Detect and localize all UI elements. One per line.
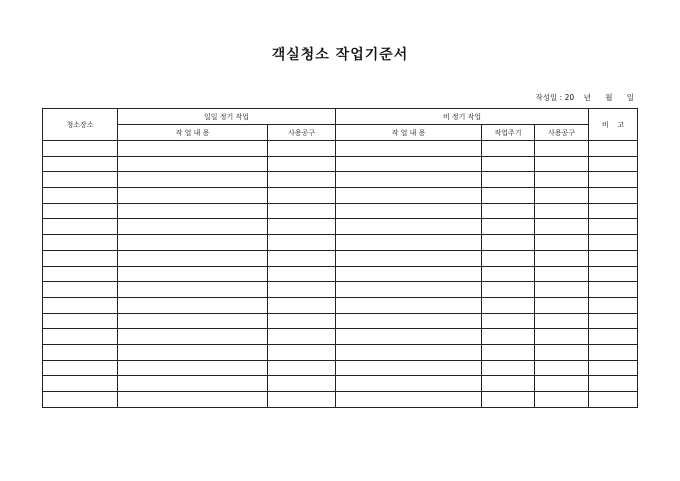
table-cell[interactable] bbox=[118, 297, 268, 313]
table-cell[interactable] bbox=[268, 376, 336, 392]
table-cell[interactable] bbox=[482, 219, 535, 235]
table-cell[interactable] bbox=[482, 203, 535, 219]
table-row bbox=[43, 313, 638, 329]
table-cell[interactable] bbox=[268, 297, 336, 313]
table-cell[interactable] bbox=[482, 344, 535, 360]
table-cell[interactable] bbox=[589, 376, 638, 392]
table-cell[interactable] bbox=[336, 250, 482, 266]
table-cell[interactable] bbox=[43, 360, 118, 376]
table-cell[interactable] bbox=[336, 156, 482, 172]
table-cell[interactable] bbox=[268, 282, 336, 298]
table-cell[interactable] bbox=[118, 219, 268, 235]
table-row bbox=[43, 376, 638, 392]
table-cell[interactable] bbox=[43, 219, 118, 235]
table-row bbox=[43, 392, 638, 408]
table-cell[interactable] bbox=[118, 250, 268, 266]
table-cell[interactable] bbox=[118, 313, 268, 329]
table-cell[interactable] bbox=[336, 172, 482, 188]
table-cell[interactable] bbox=[535, 297, 589, 313]
header-daily-tools: 사용공구 bbox=[268, 125, 336, 141]
table-row bbox=[43, 329, 638, 345]
table-cell[interactable] bbox=[535, 329, 589, 345]
table-cell[interactable] bbox=[268, 235, 336, 251]
table-cell[interactable] bbox=[268, 392, 336, 408]
table-row bbox=[43, 156, 638, 172]
table-cell[interactable] bbox=[589, 172, 638, 188]
table-cell[interactable] bbox=[535, 344, 589, 360]
table-cell[interactable] bbox=[43, 235, 118, 251]
table-row bbox=[43, 235, 638, 251]
table-cell[interactable] bbox=[589, 203, 638, 219]
table-row bbox=[43, 266, 638, 282]
table-row bbox=[43, 188, 638, 204]
table-cell[interactable] bbox=[535, 250, 589, 266]
table-cell[interactable] bbox=[268, 250, 336, 266]
table-cell[interactable] bbox=[268, 313, 336, 329]
table-cell[interactable] bbox=[336, 376, 482, 392]
table-cell[interactable] bbox=[535, 188, 589, 204]
table-cell[interactable] bbox=[482, 172, 535, 188]
table-cell[interactable] bbox=[268, 329, 336, 345]
table-cell[interactable] bbox=[268, 203, 336, 219]
table-cell[interactable] bbox=[482, 141, 535, 157]
header-daily-group: 일일 정기 작업 bbox=[118, 109, 336, 125]
table-cell[interactable] bbox=[589, 235, 638, 251]
table-cell[interactable] bbox=[535, 313, 589, 329]
table-cell[interactable] bbox=[589, 250, 638, 266]
table-cell[interactable] bbox=[589, 329, 638, 345]
table-cell[interactable] bbox=[268, 156, 336, 172]
table-row bbox=[43, 250, 638, 266]
table-cell[interactable] bbox=[589, 313, 638, 329]
table-cell[interactable] bbox=[482, 156, 535, 172]
table-cell[interactable] bbox=[535, 360, 589, 376]
work-standard-table bbox=[42, 108, 638, 408]
header-irregular-tools: 사용공구 bbox=[535, 125, 589, 141]
header-cycle: 작업주기 bbox=[482, 125, 535, 141]
table-cell[interactable] bbox=[482, 392, 535, 408]
table-cell[interactable] bbox=[43, 188, 118, 204]
table-cell[interactable] bbox=[268, 344, 336, 360]
header-place: 청소장소 bbox=[43, 109, 118, 141]
table-cell[interactable] bbox=[482, 250, 535, 266]
table-cell[interactable] bbox=[535, 156, 589, 172]
table-cell[interactable] bbox=[268, 266, 336, 282]
table-cell[interactable] bbox=[43, 344, 118, 360]
table-cell[interactable] bbox=[118, 282, 268, 298]
table-row bbox=[43, 203, 638, 219]
table-row bbox=[43, 344, 638, 360]
table-cell[interactable] bbox=[482, 360, 535, 376]
table-cell[interactable] bbox=[589, 282, 638, 298]
table-cell[interactable] bbox=[336, 235, 482, 251]
document-title: 객실청소 작업기준서 bbox=[271, 47, 409, 63]
table-cell[interactable] bbox=[43, 297, 118, 313]
table-row bbox=[43, 360, 638, 376]
table-body bbox=[43, 141, 638, 408]
header-irregular-group: 비 정기 작업 bbox=[336, 109, 589, 125]
table-cell[interactable] bbox=[482, 297, 535, 313]
table-cell[interactable] bbox=[336, 344, 482, 360]
table-cell[interactable] bbox=[482, 235, 535, 251]
table-row bbox=[43, 141, 638, 157]
table-cell[interactable] bbox=[589, 266, 638, 282]
table-cell[interactable] bbox=[268, 188, 336, 204]
table-cell[interactable] bbox=[43, 392, 118, 408]
table-cell[interactable] bbox=[336, 266, 482, 282]
table-cell[interactable] bbox=[43, 282, 118, 298]
table-row bbox=[43, 297, 638, 313]
table-cell[interactable] bbox=[589, 392, 638, 408]
table-cell[interactable] bbox=[535, 235, 589, 251]
table-cell[interactable] bbox=[336, 203, 482, 219]
table-cell[interactable] bbox=[118, 203, 268, 219]
table-cell[interactable] bbox=[482, 188, 535, 204]
table-cell[interactable] bbox=[268, 172, 336, 188]
date-line: 작성일 : 20 년 월 일 bbox=[535, 93, 634, 102]
table-cell[interactable] bbox=[589, 141, 638, 157]
table-cell[interactable] bbox=[118, 266, 268, 282]
table-cell[interactable] bbox=[118, 156, 268, 172]
table-cell[interactable] bbox=[268, 141, 336, 157]
table-cell[interactable] bbox=[118, 376, 268, 392]
header-daily-task-content: 작 업 내 용 bbox=[118, 125, 268, 141]
table-cell[interactable] bbox=[43, 329, 118, 345]
table-cell[interactable] bbox=[589, 156, 638, 172]
table-cell[interactable] bbox=[43, 250, 118, 266]
table-cell[interactable] bbox=[43, 266, 118, 282]
table-cell[interactable] bbox=[336, 297, 482, 313]
table-cell[interactable] bbox=[118, 392, 268, 408]
table-cell[interactable] bbox=[118, 344, 268, 360]
table-cell[interactable] bbox=[482, 313, 535, 329]
table-cell[interactable] bbox=[268, 219, 336, 235]
table-cell[interactable] bbox=[43, 376, 118, 392]
table-cell[interactable] bbox=[336, 282, 482, 298]
table-cell[interactable] bbox=[535, 219, 589, 235]
table-cell[interactable] bbox=[336, 329, 482, 345]
table-cell[interactable] bbox=[589, 360, 638, 376]
table-cell[interactable] bbox=[589, 297, 638, 313]
table-cell[interactable] bbox=[336, 141, 482, 157]
table-cell[interactable] bbox=[118, 360, 268, 376]
table-cell[interactable] bbox=[43, 313, 118, 329]
table-cell[interactable] bbox=[535, 172, 589, 188]
table-cell[interactable] bbox=[118, 329, 268, 345]
table-row bbox=[43, 219, 638, 235]
table-cell[interactable] bbox=[482, 266, 535, 282]
table-cell[interactable] bbox=[118, 172, 268, 188]
table-cell[interactable] bbox=[336, 360, 482, 376]
table-cell[interactable] bbox=[535, 376, 589, 392]
table-row bbox=[43, 172, 638, 188]
table-cell[interactable] bbox=[43, 156, 118, 172]
table-cell[interactable] bbox=[118, 188, 268, 204]
table-cell[interactable] bbox=[589, 188, 638, 204]
table-cell[interactable] bbox=[589, 344, 638, 360]
table-cell[interactable] bbox=[535, 392, 589, 408]
table-cell[interactable] bbox=[482, 282, 535, 298]
table-cell[interactable] bbox=[535, 282, 589, 298]
table-cell[interactable] bbox=[43, 141, 118, 157]
table-cell[interactable] bbox=[336, 313, 482, 329]
table-cell[interactable] bbox=[535, 266, 589, 282]
table-cell[interactable] bbox=[118, 235, 268, 251]
table-cell[interactable] bbox=[535, 203, 589, 219]
table-cell[interactable] bbox=[268, 360, 336, 376]
header-irregular-task-content: 작 업 내 용 bbox=[336, 125, 482, 141]
table-cell[interactable] bbox=[43, 172, 118, 188]
table-cell[interactable] bbox=[43, 203, 118, 219]
header-remarks: 비 고 bbox=[589, 109, 638, 141]
table-row bbox=[43, 282, 638, 298]
table-cell[interactable] bbox=[482, 376, 535, 392]
table-cell[interactable] bbox=[482, 329, 535, 345]
table-cell[interactable] bbox=[336, 219, 482, 235]
table-cell[interactable] bbox=[336, 392, 482, 408]
table-cell[interactable] bbox=[336, 188, 482, 204]
table-cell[interactable] bbox=[589, 219, 638, 235]
table-cell[interactable] bbox=[535, 141, 589, 157]
table-cell[interactable] bbox=[118, 141, 268, 157]
